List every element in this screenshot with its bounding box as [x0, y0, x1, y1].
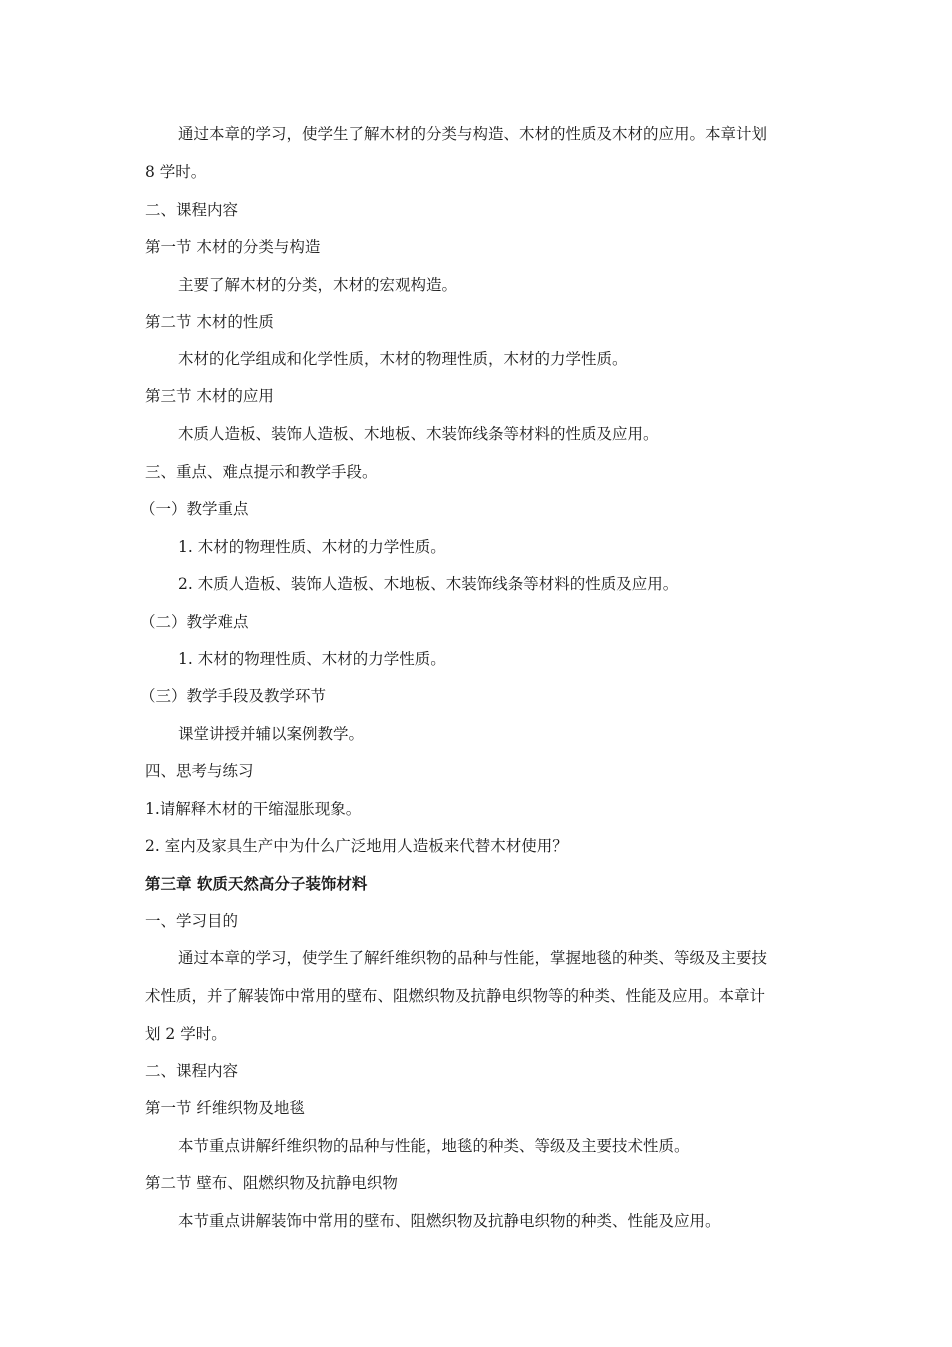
- ch2-section-2-body: 木材的化学组成和化学性质，木材的物理性质，木材的力学性质。: [178, 350, 628, 368]
- ch2-section-1-title: 第一节 木材的分类与构造: [145, 238, 321, 256]
- ch3-content-heading: 二、课程内容: [145, 1062, 239, 1080]
- ch2-content-heading: 二、课程内容: [145, 201, 239, 219]
- ch2-exercise-2: 2. 室内及家具生产中为什么广泛地用人造板来代替木材使用？: [145, 837, 568, 855]
- ch3-section-1-body: 本节重点讲解纤维织物的品种与性能，地毯的种类、等级及主要技术性质。: [178, 1137, 690, 1155]
- ch2-difficult-heading: （二）教学难点: [140, 613, 249, 631]
- ch2-section-3-title: 第三节 木材的应用: [145, 387, 274, 405]
- ch3-objective-heading: 一、学习目的: [145, 912, 239, 930]
- ch3-section-2-title: 第二节 壁布、阻燃织物及抗静电织物: [145, 1174, 398, 1192]
- ch2-key-point-2: 2. 木质人造板、装饰人造板、木地板、木装饰线条等材料的性质及应用。: [178, 575, 679, 593]
- ch2-objective-line-2: 8 学时。: [145, 163, 207, 181]
- ch2-difficult-1: 1. 木材的物理性质、木材的力学性质。: [178, 650, 446, 668]
- ch2-section-3-body: 木质人造板、装饰人造板、木地板、木装饰线条等材料的性质及应用。: [178, 425, 659, 443]
- ch2-methods-heading: （三）教学手段及教学环节: [140, 687, 327, 705]
- ch2-key-point-1: 1. 木材的物理性质、木材的力学性质。: [178, 538, 446, 556]
- ch2-exercise-heading: 四、思考与练习: [145, 762, 254, 780]
- ch2-section-1-body: 主要了解木材的分类，木材的宏观构造。: [178, 276, 458, 294]
- ch3-title: 第三章 软质天然高分子装饰材料: [145, 874, 368, 893]
- ch3-objective-line-3: 划 2 学时。: [145, 1025, 227, 1043]
- ch2-key-points-heading: （一）教学重点: [140, 500, 249, 518]
- ch2-methods-body: 课堂讲授并辅以案例教学。: [178, 725, 365, 743]
- ch2-section-2-title: 第二节 木材的性质: [145, 313, 274, 331]
- ch3-section-1-title: 第一节 纤维织物及地毯: [145, 1099, 305, 1117]
- ch3-section-2-body: 本节重点讲解装饰中常用的壁布、阻燃织物及抗静电织物的种类、性能及应用。: [178, 1212, 721, 1230]
- ch2-key-heading: 三、重点、难点提示和教学手段。: [145, 463, 378, 481]
- ch3-objective-line-1: 通过本章的学习，使学生了解纤维织物的品种与性能，掌握地毯的种类、等级及主要技: [178, 949, 768, 967]
- ch2-objective-line-1: 通过本章的学习，使学生了解木材的分类与构造、木材的性质及木材的应用。本章计划: [178, 125, 768, 143]
- ch3-objective-line-2: 术性质，并了解装饰中常用的壁布、阻燃织物及抗静电织物等的种类、性能及应用。本章计: [145, 987, 766, 1005]
- ch2-exercise-1: 1.请解释木材的干缩湿胀现象。: [145, 800, 362, 818]
